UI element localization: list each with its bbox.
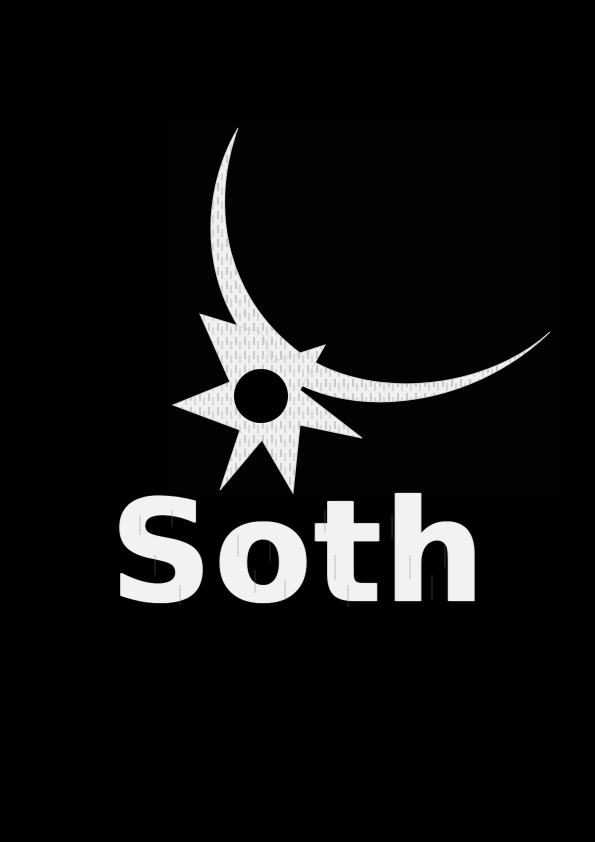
logo-wordmark: Soth xyxy=(110,470,487,635)
star-center-hole xyxy=(234,369,288,423)
